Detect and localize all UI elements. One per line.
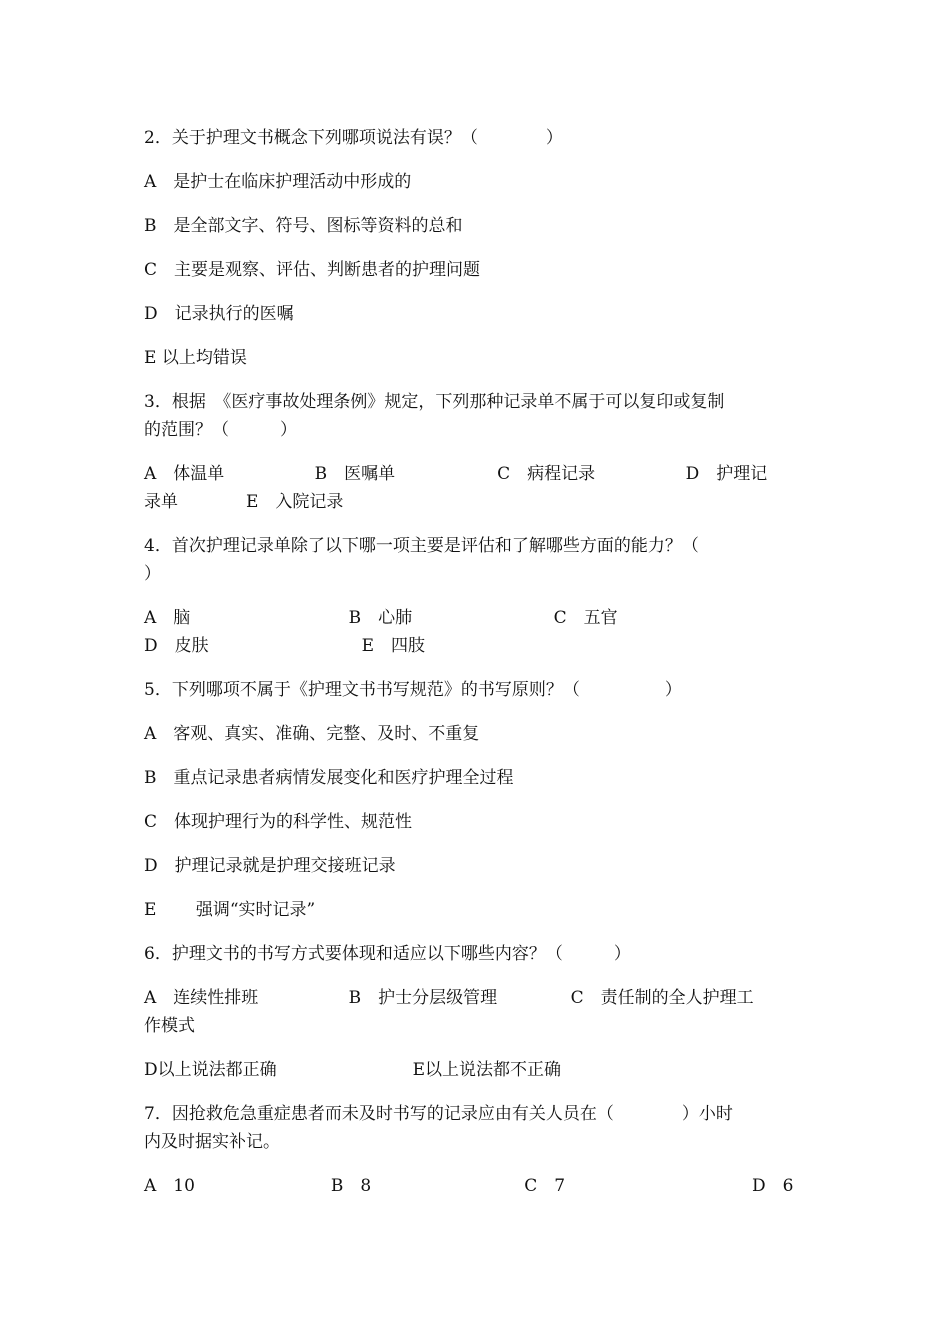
question-4 — [144, 532, 808, 660]
option-d: D 记录执行的医嘱 — [144, 304, 294, 324]
option-b: B 是全部文字、符号、图标等资料的总和 — [144, 216, 463, 236]
question-2 — [144, 124, 808, 372]
options-line-2: 录单 E 入院记录 — [144, 492, 344, 512]
question-stem-line-2: 内及时据实补记。 — [144, 1132, 280, 1152]
options-line-2: D 皮肤 E 四肢 — [144, 636, 426, 656]
question-7 — [144, 1100, 808, 1200]
question-stem-line-1: 3．根据 《医疗事故处理条例》规定，下列那种记录单不属于可以复印或复制 — [144, 392, 725, 412]
question-stem: 6．护理文书的书写方式要体现和适应以下哪些内容？（ ） — [144, 944, 631, 964]
options-line-1: A 10 B 8 C 7 D 6 — [144, 1176, 794, 1196]
option-a: A 是护士在临床护理活动中形成的 — [144, 172, 412, 192]
option-b: B 重点记录患者病情发展变化和医疗护理全过程 — [144, 768, 514, 788]
options-line-1: A 脑 B 心肺 C 五官 — [144, 608, 618, 628]
question-3 — [144, 388, 808, 516]
option-e: E 强调“实时记录” — [144, 900, 316, 920]
option-d: D 护理记录就是护理交接班记录 — [144, 856, 396, 876]
question-stem: 2．关于护理文书概念下列哪项说法有误？（ ） — [144, 128, 563, 148]
option-a: A 客观、真实、准确、完整、及时、不重复 — [144, 724, 480, 744]
question-stem: 5．下列哪项不属于《护理文书书写规范》的书写原则？（ ） — [144, 680, 682, 700]
question-stem-line-2: ） — [144, 564, 161, 584]
option-c: C 主要是观察、评估、判断患者的护理问题 — [144, 260, 481, 280]
question-stem-line-2: 的范围？（ ） — [144, 420, 297, 440]
option-e: E 以上均错误 — [144, 348, 247, 368]
question-stem-line-1: 4．首次护理记录单除了以下哪一项主要是评估和了解哪些方面的能力？（ — [144, 536, 699, 556]
options-line-1: A 连续性排班 B 护士分层级管理 C 责任制的全人护理工 — [144, 988, 754, 1008]
options-line-3: D以上说法都正确 E以上说法都不正确 — [144, 1060, 562, 1080]
options-line-1: A 体温单 B 医嘱单 C 病程记录 D 护理记 — [144, 464, 768, 484]
question-5 — [144, 676, 808, 924]
option-c: C 体现护理行为的科学性、规范性 — [144, 812, 413, 832]
question-stem-line-1: 7．因抢救危急重症患者而未及时书写的记录应由有关人员在（ ）小时 — [144, 1104, 733, 1124]
question-6 — [144, 940, 808, 1084]
options-line-2: 作模式 — [144, 1016, 195, 1036]
document-page — [144, 124, 808, 1200]
